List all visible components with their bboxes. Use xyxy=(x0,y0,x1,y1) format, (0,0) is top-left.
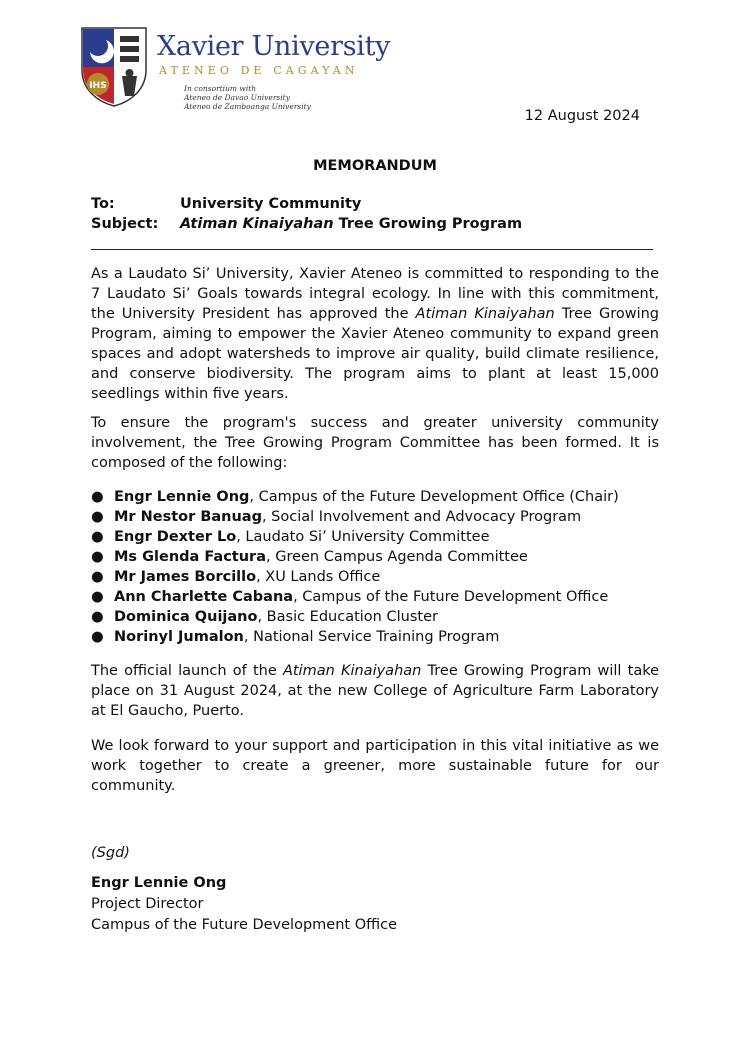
bullet-icon: ● xyxy=(91,609,104,625)
paragraph-intro: As a Laudato Si’ University, Xavier Ateneo is committed to responding to the 7 Laudato Si’ Goals towards integral ecology. In line with this commitment, the University President has approved the Atiman Kinaiyahan Tree Growing Program, aiming to empower the Xavier Ateneo community to expand green spaces and adopt watersheds to improve air quality, build climate resilience, and conserve biodiversity. The program aims to plant at least 15,000 seedlings within five years. xyxy=(91,266,659,402)
consortium-line: Ateneo de Zamboanga University xyxy=(184,102,311,111)
list-item: ● Ann Charlette Cabana, Campus of the Future Development Office xyxy=(91,589,609,605)
list-item: ● Engr Lennie Ong, Campus of the Future Development Office (Chair) xyxy=(91,489,619,505)
subject-rest: Tree Growing Program xyxy=(333,216,523,232)
list-item: ● Ms Glenda Factura, Green Campus Agenda Committee xyxy=(91,549,528,565)
signatory-office: Campus of the Future Development Office xyxy=(91,917,398,933)
list-item: ● Dominica Quijano, Basic Education Cluster xyxy=(91,609,438,625)
memo-date: 12 August 2024 xyxy=(524,108,640,124)
to-label: To: xyxy=(91,196,115,212)
bullet-icon: ● xyxy=(91,549,104,565)
bullet-icon: ● xyxy=(91,489,104,505)
bullet-icon: ● xyxy=(91,589,104,605)
letterhead xyxy=(80,26,400,112)
memo-title: MEMORANDUM xyxy=(313,158,437,174)
svg-text:IHS: IHS xyxy=(89,81,107,91)
university-crest-logo xyxy=(80,26,148,108)
university-subtitle: ATENEO DE CAGAYAN xyxy=(159,64,359,77)
subject-italic: Atiman Kinaiyahan xyxy=(180,216,334,232)
to-value: University Community xyxy=(180,196,362,212)
bullet-icon: ● xyxy=(91,509,104,525)
paragraph-closing: We look forward to your support and participation in this vital initiative as we work together to create a greener, more sustainable future for our community. xyxy=(91,738,659,794)
subject-line xyxy=(91,216,522,232)
list-item: ● Mr James Borcillo, XU Lands Office xyxy=(91,569,381,585)
list-item: ● Mr Nestor Banuag, Social Involvement and Advocacy Program xyxy=(91,509,582,525)
consortium-line: In consortium with xyxy=(184,84,257,93)
list-item: ● Engr Dexter Lo, Laudato Si’ University Committee xyxy=(91,529,490,545)
signatory-title: Project Director xyxy=(91,896,204,912)
bullet-icon: ● xyxy=(91,529,104,545)
subject-label: Subject: xyxy=(91,216,159,232)
committee-members-list xyxy=(91,487,619,647)
signed-mark: (Sgd) xyxy=(91,845,130,861)
signatory-name: Engr Lennie Ong xyxy=(91,875,227,891)
university-name: Xavier University xyxy=(157,31,391,62)
bullet-icon: ● xyxy=(91,569,104,585)
list-item: ● Norinyl Jumalon, National Service Training Program xyxy=(91,629,500,645)
to-line xyxy=(91,196,361,212)
paragraph-committee: To ensure the program's success and greater university community involvement, the Tree Growing Program Committee has been formed. It is composed of the following: xyxy=(91,415,659,471)
bullet-icon: ● xyxy=(91,629,104,645)
paragraph-launch: The official launch of the Atiman Kinaiyahan Tree Growing Program will take place on 31 August 2024, at the new College of Agriculture Farm Laboratory at El Gaucho, Puerto. xyxy=(91,663,660,719)
consortium-line: Ateneo de Davao University xyxy=(184,93,290,102)
header-divider xyxy=(91,249,653,250)
